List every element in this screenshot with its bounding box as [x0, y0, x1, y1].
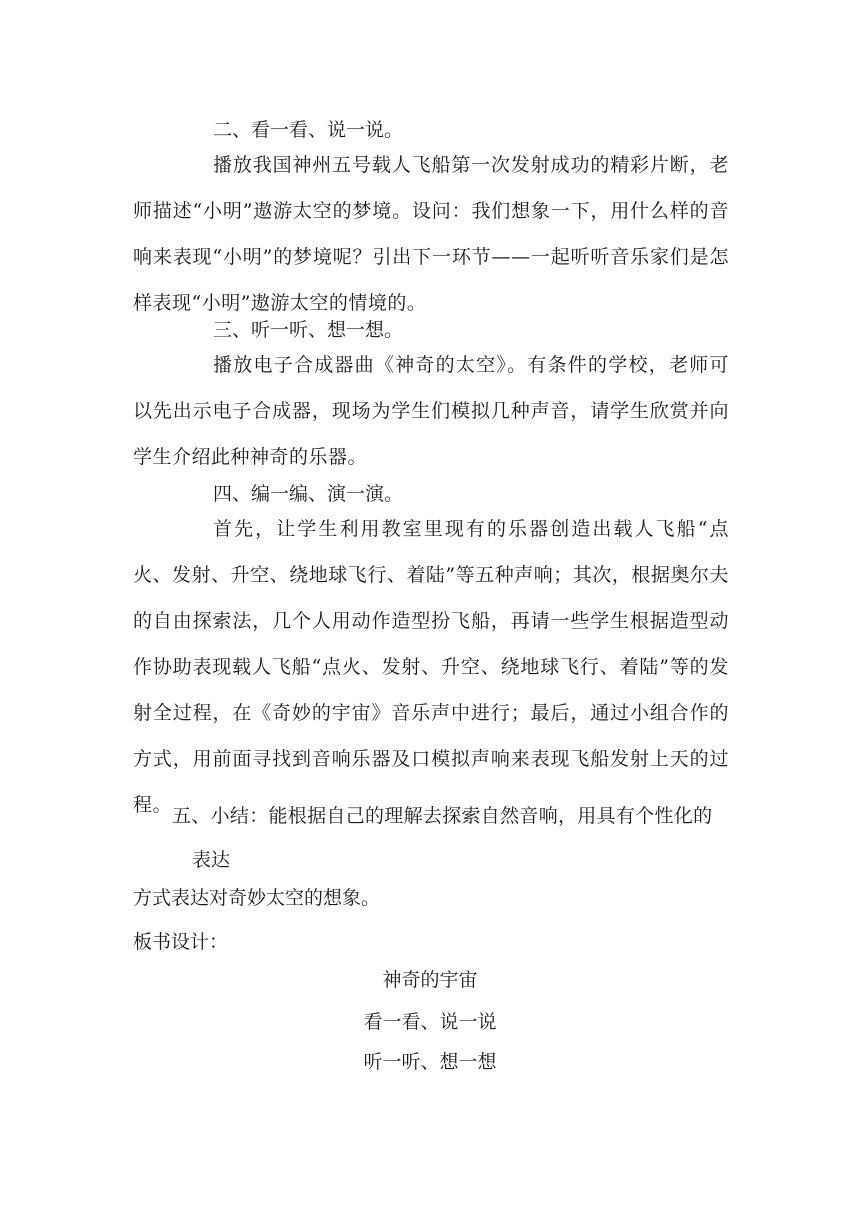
section2-heading: 二、看一看、说一说。 — [213, 119, 404, 141]
section5-summary-line3: 方式表达对奇妙太空的想象。 — [133, 887, 381, 909]
board-title: 神奇的宇宙 — [382, 969, 478, 991]
section4-body: 首先，让学生利用教室里现有的乐器创造出载人飞船“点火、发射、升空、绕地球飞行、着陆”等五种声响；其次，根据奥尔夫的自由探索法，几个人用动作造型扮飞船，再请一些学生根据造型动作协助表现载人飞船“点火、发射、升空、绕地球飞行、着陆”等的发射全过程，在《奇妙的宇宙》音乐声中进行；最后，通过小组合作的方式，用前面寻找到音响乐器及口模拟声响来表现飞船发射上天的过程。 — [133, 518, 729, 816]
section5-summary-line2: 表达 — [192, 849, 231, 871]
board-item-listen-think: 听一听、想一想 — [363, 1051, 497, 1073]
board-design-label: 板书设计： — [133, 931, 229, 953]
board-item-look-say: 看一看、说一说 — [363, 1011, 497, 1033]
section2-body: 播放我国神州五号载人飞船第一次发射成功的精彩片断，老师描述“小明”遨游太空的梦境。设问：我们想象一下，用什么样的音响来表现“小明”的梦境呢？引出下一环节——一起听听音乐家们是怎样表现“小明”遨游太空的情境的。 — [133, 154, 729, 314]
section3-body: 播放电子合成器曲《神奇的太空》。有条件的学校，老师可以先出示电子合成器，现场为学生们模拟几种声音，请学生欣赏并向学生介绍此种神奇的乐器。 — [133, 354, 729, 468]
section4-heading: 四、编一编、演一演。 — [213, 483, 404, 505]
section5-summary-line1: 五、小结：能根据自己的理解去探索自然音响，用具有个性化的 — [172, 805, 713, 827]
section3-heading: 三、听一听、想一想。 — [213, 319, 404, 341]
